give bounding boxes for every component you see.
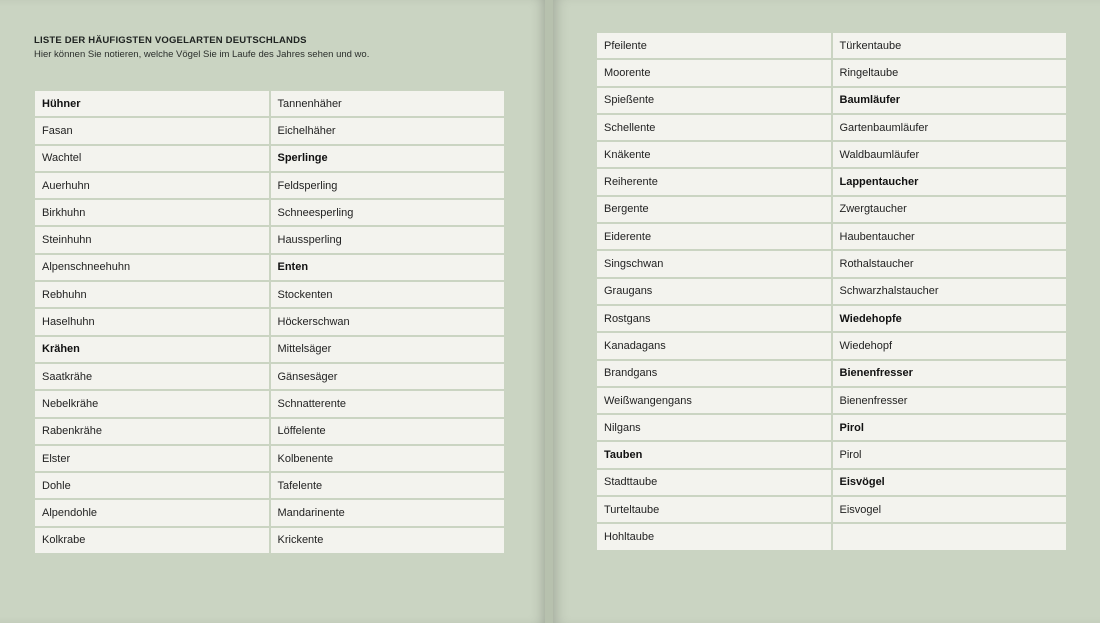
table-row [596,168,1067,195]
table-row [596,496,1067,523]
table-row [596,196,1067,223]
bird-name-cell: Nilgans [596,414,832,441]
bird-name-cell: Haselhuhn [34,308,270,335]
bird-name-cell: Schneesperling [270,199,506,226]
table-row [34,499,505,526]
bird-name-cell: Pirol [832,441,1068,468]
bird-name-cell: Feldsperling [270,172,506,199]
table-row [596,523,1067,550]
bird-name-cell: Schwarzhalstaucher [832,278,1068,305]
bird-name-cell: Ringeltaube [832,59,1068,86]
table-row [596,387,1067,414]
table-row [596,250,1067,277]
bird-name-cell: Tannenhäher [270,90,506,117]
table-row [34,199,505,226]
table-row [34,254,505,281]
table-row [34,90,505,117]
bird-list-table-right [595,31,1068,552]
bird-name-cell: Nebelkrähe [34,390,270,417]
book-gutter [545,0,553,623]
bird-group-heading: Eisvögel [832,469,1068,496]
bird-group-heading: Sperlinge [270,145,506,172]
table-row [34,308,505,335]
bird-group-heading: Bienenfresser [832,360,1068,387]
bird-name-cell: Birkhuhn [34,199,270,226]
bird-name-cell: Rabenkrähe [34,418,270,445]
bird-name-cell: Eiderente [596,223,832,250]
table-row [596,414,1067,441]
bird-list-table-left [33,89,506,555]
bird-name-cell: Eichelhäher [270,117,506,144]
table-row [596,87,1067,114]
bird-name-cell: Zwergtaucher [832,196,1068,223]
bird-group-heading: Baumläufer [832,87,1068,114]
bird-name-cell: Reiherente [596,168,832,195]
bird-name-cell: Kolbenente [270,445,506,472]
bird-name-cell: Auerhuhn [34,172,270,199]
bird-name-cell: Kanadagans [596,332,832,359]
table-row [34,445,505,472]
bird-name-cell: Graugans [596,278,832,305]
table-row [34,363,505,390]
table-row [596,305,1067,332]
bird-name-cell: Pfeilente [596,32,832,59]
table-row [34,418,505,445]
bird-name-cell: Mittelsäger [270,336,506,363]
bird-name-cell: Löffelente [270,418,506,445]
bird-name-cell: Wachtel [34,145,270,172]
bird-name-cell: Stockenten [270,281,506,308]
page-title: LISTE DER HÄUFIGSTEN VOGELARTEN DEUTSCHLANDS [34,35,307,46]
table-row [34,527,505,554]
bird-group-heading: Krähen [34,336,270,363]
bird-name-cell: Gänsesäger [270,363,506,390]
bird-name-cell: Knäkente [596,141,832,168]
bird-name-cell: Kolkrabe [34,527,270,554]
bird-name-cell: Dohle [34,472,270,499]
bird-name-cell: Rebhuhn [34,281,270,308]
bird-name-cell: Steinhuhn [34,226,270,253]
bird-name-cell: Haubentaucher [832,223,1068,250]
table-row [34,145,505,172]
bird-name-cell: Höckerschwan [270,308,506,335]
bird-name-cell: Türkentaube [832,32,1068,59]
bird-name-cell: Bergente [596,196,832,223]
bird-group-heading: Wiedehopfe [832,305,1068,332]
table-row [596,360,1067,387]
bird-name-cell: Fasan [34,117,270,144]
bird-name-cell: Saatkrähe [34,363,270,390]
table-row [596,441,1067,468]
table-row [596,469,1067,496]
bird-name-cell: Alpenschneehuhn [34,254,270,281]
table-row [34,281,505,308]
bird-name-cell: Eisvogel [832,496,1068,523]
bird-name-cell: Weißwangengans [596,387,832,414]
bird-name-cell: Bienenfresser [832,387,1068,414]
table-row [34,226,505,253]
bird-name-cell: Moorente [596,59,832,86]
bird-group-heading: Pirol [832,414,1068,441]
bird-name-cell: Spießente [596,87,832,114]
bird-group-heading: Hühner [34,90,270,117]
bird-name-cell: Alpendohle [34,499,270,526]
bird-name-cell: Mandarinente [270,499,506,526]
table-row [34,390,505,417]
table-row [596,59,1067,86]
table-row [34,336,505,363]
bird-name-cell [832,523,1068,550]
bird-group-heading: Enten [270,254,506,281]
bird-name-cell: Hohltaube [596,523,832,550]
table-row [596,332,1067,359]
bird-name-cell: Krickente [270,527,506,554]
bird-name-cell: Waldbaumläufer [832,141,1068,168]
bird-name-cell: Rostgans [596,305,832,332]
bird-group-heading: Lappentaucher [832,168,1068,195]
bird-name-cell: Schnatterente [270,390,506,417]
page-header [34,35,369,60]
table-row [596,223,1067,250]
bird-name-cell: Singschwan [596,250,832,277]
bird-name-cell: Gartenbaumläufer [832,114,1068,141]
table-row [596,32,1067,59]
table-row [596,141,1067,168]
bird-name-cell: Schellente [596,114,832,141]
bird-name-cell: Stadttaube [596,469,832,496]
table-row [596,278,1067,305]
bird-name-cell: Brandgans [596,360,832,387]
page-subtitle: Hier können Sie notieren, welche Vögel Sie im Laufe des Jahres sehen und wo. [34,49,370,60]
bird-group-heading: Tauben [596,441,832,468]
bird-name-cell: Tafelente [270,472,506,499]
bird-name-cell: Turteltaube [596,496,832,523]
bird-name-cell: Rothalstaucher [832,250,1068,277]
table-row [34,117,505,144]
bird-name-cell: Wiedehopf [832,332,1068,359]
table-row [34,172,505,199]
bird-name-cell: Haussperling [270,226,506,253]
bird-name-cell: Elster [34,445,270,472]
table-row [34,472,505,499]
table-row [596,114,1067,141]
